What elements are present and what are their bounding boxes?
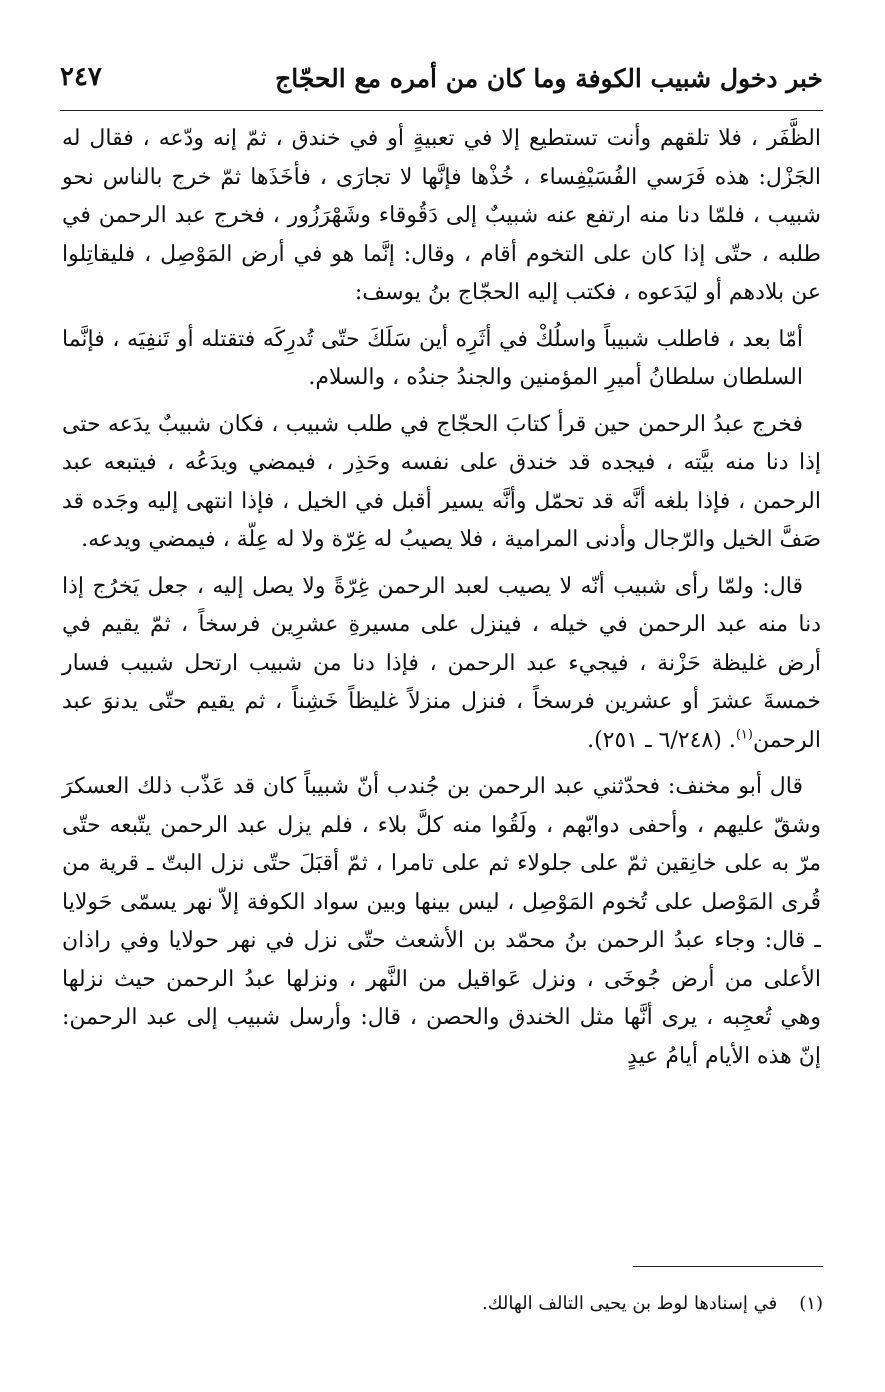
- footnote-mark: (١): [799, 1293, 823, 1314]
- paragraph-3: فخرج عبدُ الرحمن حين قرأ كتابَ الحجّاج في طلب شبيب ، فكان شبيبٌ يدَعه حتى إذا دنا منه بيَّته ، فيجده قد خندق على نفسه وحَذِر ، فيمضي ويدَعُه ، فيتبعه عبد الرحمن ، فإذا بلغه أنَّه قد تحمّل وأنَّه يسير أقبل في الخيل ، فإذا انتهى إليه وجَده قد صَفَّ الخيل والرّجال وأدنى المرامية ، فلا يصيبُ له غِرّة ولا له عِلّة ، فيمضي ويدعه.: [62, 411, 821, 552]
- paragraph-5: قال أبو مخنف: فحدّثني عبد الرحمن بن جُندب أنّ شبيباً كان قد عَذّب ذلك العسكرَ وشقّ عليهم ، وأحفى دوابّهم ، ولَقُوا منه كلَّ بلاء ، فلم يزل عبد الرحمن يتّبعه حتّى مرّ به على خانِقين ثمّ على جلولاء ثم على تامرا ، ثمّ أقبَلَ حتّى نزل البتّ ـ قرية من قُرى المَوْصل على تُخوم المَوْصِل ، ليس بينها وبين سواد الكوفة إلاّ نهر يسمّى حَولايا ـ قال: وجاء عبدُ الرحمن بنُ محمّد بن الأشعث حتّى نزل في نهر حولايا وفي راذان الأعلى من أرض جُوخَى ، ونزل عَواقيل من النَّهر ، ونزلها عبدُ الرحمن حيث نزلها وهي تُعجِبه ، يرى أنَّها مثل الخندق والحصن ، قال: وأرسل شبيب إلى عبد الرحمن: إنّ هذه الأيام أيامُ عيدٍ: [62, 774, 821, 1069]
- header-rule: [60, 110, 823, 111]
- paragraph-4-citation: . (٦/٢٤٨ ـ ٢٥١).: [587, 727, 736, 753]
- footnote: [62, 1290, 823, 1318]
- letter-quote: أمّا بعد ، فاطلب شبيباً واسلُكْ في أثَرِه أين سَلَكَ حتّى تُدرِكَه فتقتله أو تَنفِيَه ، فإنَّما السلطان سلطانُ أميرِ المؤمنين والجندُ جندُه ، والسلام.: [62, 326, 803, 390]
- footnote-rule: [633, 1266, 823, 1267]
- page-number: ٢٤٧: [60, 62, 102, 92]
- footnote-text: في إسنادها لوط بن يحيى التالف الهالك.: [481, 1293, 778, 1314]
- running-title: خبر دخول شبيب الكوفة وما كان من أمره مع الحجّاج: [275, 64, 823, 93]
- main-text: [62, 120, 821, 1076]
- paragraph-4: [62, 568, 821, 761]
- footnote-reference: (١): [735, 727, 753, 743]
- paragraph-1: الظَّفَر ، فلا تلقهم وأنت تستطيع إلا في تعبيةٍ أو في خندق ، ثمّ إنه ودّعه ، فقال له الجَزْل: هذه فَرَسي الفُسَيْفِساء ، خُذْها فإنَّها لا تجارَى ، فأخَذَها ثمّ خرج بالناس نحو شبيب ، فلمّا دنا منه ارتفع عنه شبيبٌ إلى دَقُوقاء وشَهْرَزُور ، فخرج عبد الرحمن في طلبه ، حتّى إذا كان على التخوم أقام ، وقال: إنَّما هو في أرض المَوْصِل ، فليقاتِلوا عن بلادهم أو ليَدَعوه ، فكتب إليه الحجّاج بنُ يوسف:: [62, 126, 821, 305]
- paragraph-4-text: قال: ولمّا رأى شبيب أنّه لا يصيب لعبد الرحمن غِرّةً ولا يصل إليه ، جعل يَخرُج إذا دنا منه عبد الرحمن في خيله ، فينزل على مسيرةِ عشرِين فرسخاً ، ثمّ يقيم في أرض غليظة حَزْنة ، فيجيء عبد الرحمن ، فإذا دنا من شبيب ارتحل شبيب فسار خمسةَ عشرَ أو عشرين فرسخاً ، فنزل منزلاً غليظاً خَشِناً ، ثم يقيم حتّى يدنوَ عبد الرحمن: [62, 573, 821, 753]
- page-header: [60, 58, 823, 108]
